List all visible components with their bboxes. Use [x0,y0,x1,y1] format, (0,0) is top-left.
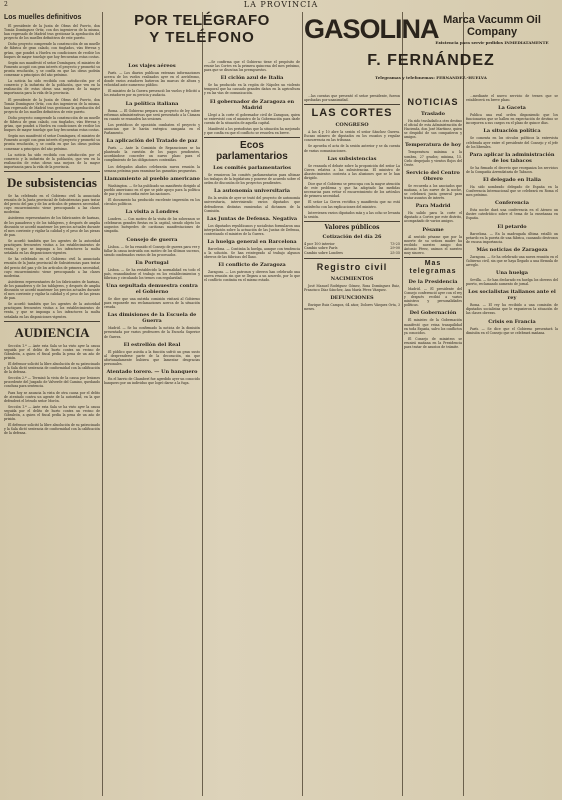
section-subheading: DEFUNCIONES [330,294,374,301]
article-heading: Del Gobernación [409,310,457,317]
article-text: París. — Los diarios publican extensas informaciones acerca de los vuelos realizados ayer en el aeródromo, donde varios aviadores batieron las marcas de altura y velocidad ante numeroso público. [104,71,200,88]
article-text: Lisboa. — Se ha restablecido la normalidad en todo el país, reanudándose el trabajo en los establecimientos y fábricas y circulando los trenes con regularidad. [104,267,200,280]
article-text: Enrique Ruiz Campos, 64 años; Dolores Vázquez Orta, 3 meses. [304,302,400,311]
article-text: Esta noche dará una conferencia en el Ateneo un ilustre catedrático sobre el tema de la enseñanza en España. [466,208,558,221]
article-text: El presidente de la Junta de Obras del Puerto, don Tomás Domínguez Ortiz, con dos ingenieros de la misma, han regresado de Madrid tras gestionar la aprobación del proyecto de los muelles definitivos de este puerto. [4,97,100,114]
article-text: Temperatura máxima a la sombra, 27 grados; mínima, 15. Cielo despejado y vientos flojos del Oeste. [404,150,462,167]
article-text: La noticia ha sido recibida con satisfacción por el comercio y la industria de la población, que ven en la realización de estas obras una mejora de la mayor importancia para la vida de la provincia. [4,152,100,169]
section-subheading: Cotización del día 26 [322,233,382,240]
telegraph-banner [104,12,300,56]
article-text: Ha sido trasladado a otro destino el oficial de esta Administración de Hacienda, don José Martínez, quien se despidió de sus compañeros y amigos. [404,119,462,140]
article-text: Los delegados aliados celebrarán nueva reunión la semana próxima para examinar las garantías propuestas. [104,164,200,173]
divider [4,171,100,172]
column-2 [104,60,200,796]
divider [204,137,300,138]
article-heading: La política italiana [125,100,179,107]
column-rule [202,12,203,796]
article-text: El defensor solicitó la libre absolución de su patrocinado y la Sala dictó sentencia de conformidad con la calificación de la defensa. [4,423,100,436]
ad-stock-note: Existencia para servir pedidos INMEDIATAMENTE [435,40,549,45]
article-text: Se dice que una nutrida comisión visitará al Gobierno para exponerle sus reclamaciones acerca de la situación creada. [104,297,200,310]
article-text: Se acordó también que los agentes de la autoridad practiquen frecuentes visitas a los establecimientos de venta, y que se imponga a los infractores la multa señalada en las disposiciones vigentes. [4,302,100,319]
article-text: El señor La Cierva rectifica y manifiesta que no está satisfecho con las explicaciones del ministro. [304,200,400,209]
article-heading: La huelga general en Barcelona [207,238,297,245]
divider [4,321,100,322]
article-text: Roma. — El Gobierno prepara un proyecto de ley sobre reformas administrativas que será presentado a la Cámara en cuanto se reanuden las sesiones. [104,108,200,121]
article-heading: La situación política [483,128,541,135]
article-text: Zaragoza. — Se ha celebrado una nueva reunión en el Gobierno civil, sin que se haya llegado a una fórmula de arreglo. [466,254,558,267]
article-text: La noticia ha sido recibida con satisfacción por el comercio y la industria de la población, que ven en la realización de estas obras una mejora de la mayor importancia para la vida de la provincia. [4,79,100,96]
article-text: ...mediante el nuevo servicio de trenes que se establecerá en breve plazo. [466,94,558,103]
quote-row [304,251,400,256]
article-text: Dice que el Gobierno se preocupa con la mayor atención de este problema y que ha adoptado las medidas necesarias para evitar el encarecimiento de los artículos de primera necesidad. [304,182,400,199]
column-rule [402,12,403,796]
column-4 [304,94,400,796]
article-text: Publica una real orden disponiendo que los funcionarios que se hallen en expectación de destino se incorporen a sus cargos en el plazo de quince días. [466,113,558,126]
article-text: Se ha firmado el decreto que reorganiza los servicios de la Compañía Arrendataria de Tabacos. [466,165,558,174]
article-text: Dicho proyecto comprende la construcción de un muelle de fábrica de gran calado, con tinglados, vías férreas y grúas, que pondrá a Huelva en condiciones de recibir los buques de mayor tonelaje que hoy frecuentan estas costas. [4,42,100,59]
article-text: Según nos manifestó el señor Domínguez, el ministro de Fomento acogió con gran interés el proyecto y prometió su pronta resolución, y se confía en que las obras podrán comenzar a principios del año próximo. [4,134,100,151]
article-text: Washington. — Se ha publicado un manifiesto dirigido al pueblo americano en el que se pide apoyo para la política de paz y de concordia entre las naciones. [104,183,200,196]
article-text: A las 4 y 10 abre la sesión el señor Sánchez Guerra. Escaso número de diputados en los escaños y regular concurrencia en las tribunas. [304,130,400,143]
article-text: Se recuerda a los asociados que mañana, a las nueve de la noche, se celebrará junta general para tratar asuntos de interés. [404,183,462,201]
article-text: Los periódicos de oposición combaten el proyecto y anuncian que le harán enérgica campaña en el Parlamento. [104,122,200,136]
article-text: Llegó a la corte el gobernador civil de Zaragoza, quien se entrevistó con el ministro de la Gobernación para darle cuenta de la situación de aquella capital. [204,112,300,125]
article-heading: Los muelles definitivos [4,14,82,21]
article-text: Zaragoza. — Los patronos y obreros han celebrado una nueva reunión sin que se llegara a un acuerdo, por lo que el conflicto continúa en el mismo estado. [204,270,300,283]
article-heading: Los viajes aéreos [128,63,176,69]
article-heading: El gobernador de Zaragoza en Madrid [209,98,295,111]
article-text: París. — Ante la Comisión de Reparaciones se ha planteado la cuestión de los pagos pendientes, acordándose conceder un nuevo plazo para el cumplimiento de las obligaciones contraídas. [104,146,200,163]
column-3 [204,60,300,796]
article-text: José Manuel Rodríguez Gómez, Rosa Domínguez Ruiz, Francisco Díaz Sánchez, Ana María Pérez Vázquez. [304,283,400,292]
article-text: Sección 2.ª — Terminó la vista de la causa por lesiones procedente del Juzgado de Valverde del Camino, quedando conclusa para sentencia. [4,376,100,389]
article-text: Se ha producido en la región de Nápoles un violento temporal que ha causado grandes daños en la agricultura y en las vías de comunicación. [204,83,300,96]
article-text: Según nos manifestó el señor Domínguez, el ministro de Fomento acogió con gran interés el proyecto y prometió su pronta resolución, y se confía en que las obras podrán comenzar a principios del año próximo. [4,60,100,78]
column-rule [463,12,464,796]
article-heading: El ciclón azul de Italia [220,75,284,82]
masthead-title: LA PROVINCIA [243,0,319,9]
article-text: En la sesión de ayer se trató del proyecto de autonomía universitaria, interviniendo varios diputados que defendieron distintas enmiendas al dictamen de la Comisión. [204,196,300,213]
article-text: Roma. — El rey ha recibido a una comisión de diputados socialistas que le expusieron la situación de las clases obreras. [466,303,558,316]
article-heading: Más noticias de Zaragoza [476,246,548,253]
ad-dealer-name: F. FERNÁNDEZ [367,52,495,69]
article-text: Londres. — Con motivo de la visita de los soberanos se celebraron grandes fiestas en la capital, siendo objeto los augustos huéspedes de cariñosas manifestaciones de simpatía. [104,217,200,234]
column-6 [466,94,558,796]
banner-line-2: Y TELÉFONO [149,29,255,46]
page-number: 2 [4,1,9,8]
article-text: El presidente de la Junta de Obras del Puerto, don Tomás Domínguez Ortiz, con dos ingenieros de la misma, han regresado de Madrid tras gestionar la aprobación del proyecto de los muelles definitivos de este puerto. [4,24,100,41]
ad-telegram-address: Telegramas y telefonemas: FERNANDEZ.-HUELVA [375,75,487,80]
column-rule [302,12,303,796]
article-heading: Traslado [420,111,446,117]
article-heading: Consejo de guerra [126,236,178,243]
article-text: Se ha celebrado en el Gobierno civil la anunciada reunión de la Junta provincial de Subsistencias para tratar del precio del pan y de los artículos de primera necesidad, cuyo encarecimiento viene preocupando a las clases modestas. [4,257,100,278]
article-text: Sección 1.ª — Ante esta Sala se ha visto ayer la causa seguida por el delito de hurto contra un vecino de Gibraleón, a quien el fiscal pedía la pena de un año de prisión. [4,343,100,360]
article-text: El Consejo de ministros se reunirá mañana en la Presidencia para tratar de asuntos de trámite. [404,336,462,349]
article-heading: Temperatura de hoy [404,142,462,149]
divider [304,104,400,105]
article-heading: Para aplicar la administración de los tabacos [469,151,555,164]
quote-label: 4 por 100 interior [304,241,335,246]
article-text: Sección 1.ª — Ante esta Sala se ha visto ayer la causa seguida por el delito de hurto contra un vecino de Gibraleón, a quien el fiscal pedía la pena de un año de prisión. [4,404,100,422]
article-heading: Servicio del Centro Obrero [406,169,460,182]
article-heading: El petardo [497,223,527,230]
article-text: Se ha celebrado en el Gobierno civil la anunciada reunión de la Junta provincial de Subsistencias para tratar del precio del pan y de los artículos de primera necesidad, cuyo encarecimiento viene preocupando a las clases modestas. [4,194,100,215]
article-heading: Pésame [422,226,444,233]
article-heading: El conflicto de Zaragoza [218,262,286,269]
article-text: —Se confirma que el Gobierno tiene el propósito de reunir las Cortes en la primera quincena del mes próximo, para que se discutan los presupuestos. [204,60,300,73]
article-text: Intervienen varios diputados más y a las ocho se levanta la sesión. [304,210,400,219]
article-heading: Las Juntas de Defensa. Negativa [206,215,298,222]
article-heading: Los comités parlamentarios [213,165,291,172]
article-text: ...las cuentas que presentó el señor presidente, fueron aprobadas por unanimidad. [304,94,400,103]
column-5 [404,94,462,796]
article-text: El ministro de la Gobernación manifestó que reina tranquilidad en toda España, salvo los conflictos ya conocidos. [404,318,462,335]
divider [304,221,400,222]
article-text: Se aprueba el acta de la sesión anterior y se da cuenta de varias comunicaciones. [304,144,400,153]
section-heading: NOTICIAS [407,97,459,107]
article-text: El documento ha producido excelente impresión en los círculos políticos. [104,197,200,207]
divider [404,257,462,258]
quote-label: Cambio sobre Londres [304,250,343,255]
article-heading: La aplicación del Tratado de paz [106,138,198,145]
article-text: Asistieron representantes de los fabricantes de harinas, de los panaderos y de los tablajeros, y después de amplia discusión se acordó mantener los precios actuales durante el mes corriente y vigilar la calidad y el peso de las piezas de pan. [4,216,100,237]
article-text: Barcelona. — Continúa la huelga, aunque con tendencia a la solución. Se han reintegrado al trabajo algunos obreros de las fábricas del llano. [204,246,300,260]
section-subheading: CONGRESO [335,122,369,129]
article-heading: Crisis en Francia [488,318,536,325]
article-text: Se reunieron los comités parlamentarios para ultimar los trabajos de la legislatura y ponerse de acuerdo sobre el orden de discusión de los proyectos pendientes. [204,173,300,186]
article-text: Manifestó a los periodistas que la situación ha mejorado y que confía en que el conflicto se resuelva en breve. [204,126,300,135]
column-rule [102,12,103,796]
quotes-table [304,242,400,256]
article-text: El ministro de la Guerra presenció los vuelos y felicitó a los aviadores por su pericia y audacia. [104,89,200,98]
article-text: Para hoy se anuncia la vista de otra causa por el delito de atentado contra un agente de la autoridad, en la que defenderá el letrado señor Morón. [4,390,100,403]
section-heading: Registro civil [316,261,388,272]
article-text: París. — Se dice que el Gobierno presentará la dimisión en el Consejo que se celebrará mañana. [466,326,558,335]
quote-value: 25-35 [390,250,400,255]
article-text: En el barrio de Chamberí fue agredido ayer un conocido banquero por un individuo que logró darse a la fuga. [104,377,200,386]
article-text: Lisboa. — Se ha reunido el Consejo de guerra para ver y fallar la causa instruida con motivo de los últimos sucesos, siendo condenados varios de los procesados. [104,244,200,257]
article-heading: Conferencia [495,200,529,207]
banner-line-1: POR TELÉGRAFO [134,12,270,29]
article-heading: El estrellón del Real [123,341,181,348]
article-text: Ha salido para la corte el diputado a Cortes por este distrito, acompañado de varios amigos. [404,211,462,224]
article-heading: Para Madrid [415,203,451,210]
section-heading: LAS CORTES [311,107,393,120]
article-heading: Una huelga [495,270,529,277]
article-text: Asistieron representantes de los fabricantes de harinas, de los panaderos y de los tablajeros, y después de amplia discusión se acordó mantener los precios actuales durante el mes corriente y vigilar la calidad y el peso de las piezas de pan. [4,279,100,301]
section-heading: Ecos parlamentarios [216,140,288,163]
masthead [0,0,562,10]
article-heading: Una sepultada demuestra contra el Gobierno [106,283,198,296]
section-heading: De subsistencias [7,175,97,190]
article-heading: Llamamiento al pueblo americano [104,175,200,182]
article-text: Se reanuda el debate sobre la proposición del señor La Cierva relativa a las subsistencias. El ministro de Abastecimientos contesta a las alusiones que se le han dirigido. [304,163,400,180]
article-heading: La visita a Londres [125,209,179,216]
article-heading: La autonomía universitaria [213,188,291,195]
section-subheading: NACIMIENTOS [330,275,374,282]
quote-value: 73-25 [390,241,400,246]
article-heading: En Portugal [135,259,169,266]
article-text: El defensor solicitó la libre absolución de su patrocinado y la Sala dictó sentencia de conformidad con la calificación de la defensa. [4,362,100,375]
divider [304,258,400,259]
article-text: Los diputados republicanos y socialistas formularon una interpelación sobre la actuación de las Juntas de Defensa, contestando el ministro de la Guerra. [204,223,300,236]
article-heading: Las dimisiones de la Escuela de Guerra [107,312,197,325]
article-text: El público que asistía a la función sufrió un gran susto al desprenderse parte de la decoración, sin que afortunadamente hubiera que lamentar desgracias personales. [104,349,200,366]
article-heading: Los socialistas italianos ante el rey [468,289,556,302]
article-heading: Las subsistencias [327,155,377,162]
article-text: Dicho proyecto comprende la construcción de un muelle de fábrica de gran calado, con tinglados, vías férreas y grúas, que pondrá a Huelva en condiciones de recibir los buques de mayor tonelaje que hoy frecuentan estas costas. [4,115,100,133]
quote-value: 29-00 [390,246,400,251]
article-text: Madrid. — El presidente del Consejo conferenció ayer con el rey y después recibió a varios ministros y personalidades políticas. [404,286,462,308]
article-heading: La Gaceta [498,105,526,112]
article-text: Madrid. — Se ha confirmado la noticia de la dimisión presentada por varios profesores de la Escuela Superior de Guerra. [104,326,200,339]
quote-label: Cambio sobre París [304,246,338,251]
article-heading: El delegado en Italia [482,176,541,183]
section-heading: Mas telegramas [409,259,457,275]
article-text: Al sentido pésame que por la muerte de su señora madre ha recibido nuestro amigo don Antonio Pérez, unimos el nuestro muy sincero. [404,234,462,255]
ad-company: Marca Vacumm Oil Company [443,14,541,38]
article-heading: De la Presidencia [408,278,458,285]
article-text: Barcelona. — En la madrugada última estalló un petardo en la puerta de una fábrica, causando destrozos de escasa importancia. [466,231,558,244]
article-text: Se comenta en los círculos políticos la entrevista celebrada ayer entre el presidente del Consejo y el jefe de los liberales. [466,136,558,149]
article-text: Se acordó también que los agentes de la autoridad practiquen frecuentes visitas a los establecimientos de venta, y que se imponga a los infractores la multa señalada en las disposiciones vigentes. [4,238,100,256]
section-heading: Valores públicos [324,223,380,231]
gasolina-advertisement [304,12,558,90]
ad-brand: GASOLINA [304,14,439,44]
article-heading: Atentado torero. — Un banquero [106,369,198,376]
section-heading: AUDIENCIA [14,324,90,340]
column-1 [4,12,100,796]
article-text: Ha sido nombrado delegado de España en la Conferencia Internacional que se celebrará en Roma el mes próximo. [466,184,558,198]
article-text: Sevilla. — Se han declarado en huelga los obreros del puerto, reclamando aumento de jornal. [466,278,558,287]
